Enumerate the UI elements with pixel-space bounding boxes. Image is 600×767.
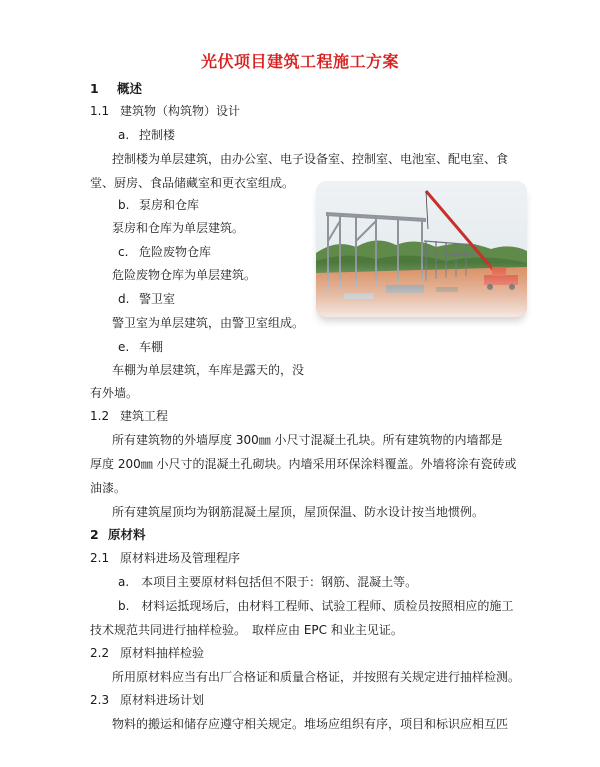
paragraph-line: 车棚为单层建筑，车库是露天的，没 [112,363,305,377]
paragraph-line: 所用原材料应当有出厂合格证和质量合格证，并按照有关规定进行抽样检测。 [112,670,521,684]
paragraph-line: 物料的搬运和储存应遵守相关规定。堆场应组织有序，项目和标识应相互匹 [112,717,509,731]
section-2-3-number: 2.3 [90,693,110,707]
section-1-2-number: 1.2 [90,409,110,423]
document-title: 光伏项目建筑工程施工方案 [200,52,399,71]
section-1-2-title: 建筑工程 [120,409,169,423]
section-1-1-number: 1.1 [90,104,110,118]
paragraph-line: 控制楼为单层建筑，由办公室、电子设备室、控制室、电池室、配电室、食 [112,152,509,166]
section-1-1-title: 建筑物（构筑物）设计 [120,104,241,118]
item-e-label: 车棚 [139,340,164,354]
paragraph-line: 油漆。 [90,481,127,495]
item-c-label: 危险废物仓库 [139,245,212,259]
paragraph-line: 危险废物仓库为单层建筑。 [112,268,257,282]
construction-site-illustration [316,181,527,317]
item-e-marker: e. [118,340,130,354]
paragraph-line: 技术规范共同进行抽样检验。 取样应由 EPC 和业主见证。 [90,623,403,637]
paragraph-line: b. 材料运抵现场后，由材料工程师、试验工程师、质检员按照相应的施工 [118,599,514,613]
section-2-heading: 原材料 [108,527,146,542]
item-a-label: 控制楼 [139,128,176,142]
item-b-marker: b. [118,198,130,212]
paragraph-line: 所有建筑物的外墙厚度 300㎜ 小尺寸混凝土孔块。所有建筑物的内墙都是 [112,433,503,447]
paragraph-line: 有外墙。 [90,386,139,400]
paragraph-line: 泵房和仓库为单层建筑。 [112,221,245,235]
photo-reflection-fade [316,181,527,317]
paragraph-line: 厚度 200㎜ 小尺寸的混凝土孔砌块。内墙采用环保涂料覆盖。外墙将涂有瓷砖或 [90,457,517,471]
section-2-3-title: 原材料进场计划 [120,693,205,707]
section-1-heading: 概述 [117,81,143,96]
section-1-number: 1 [90,81,99,96]
paragraph-line: 警卫室为单层建筑，由警卫室组成。 [112,316,305,330]
section-2-2-title: 原材料抽样检验 [120,646,205,660]
paragraph-line: a. 本项目主要原材料包括但不限于：钢筋、混凝土等。 [118,575,418,589]
section-2-number: 2 [90,527,99,542]
construction-site-photo [316,181,527,317]
item-d-label: 警卫室 [139,292,176,306]
item-d-marker: d. [118,292,130,306]
section-2-1-number: 2.1 [90,551,110,565]
item-b-label: 泵房和仓库 [139,198,200,212]
item-c-marker: c. [118,245,129,259]
paragraph-line: 所有建筑屋顶均为钢筋混凝土屋顶，屋顶保温、防水设计按当地惯例。 [112,505,485,519]
section-2-2-number: 2.2 [90,646,110,660]
paragraph-line: 堂、厨房、食品储藏室和更衣室组成。 [90,176,295,190]
item-a-marker: a. [118,128,130,142]
section-2-1-title: 原材料进场及管理程序 [120,551,241,565]
